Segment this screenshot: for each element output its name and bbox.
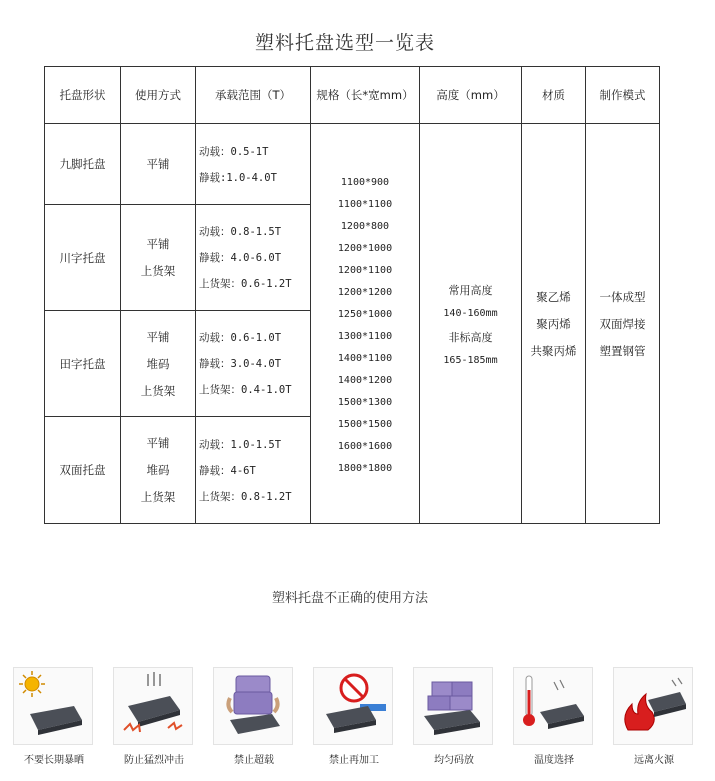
shape-cell: 田字托盘 (45, 311, 121, 417)
shape-cell: 双面托盘 (45, 417, 121, 524)
header-height: 高度（mm） (420, 67, 522, 124)
no-reprocessing-icon (313, 667, 393, 745)
load-cell: 动载：0.8-1.5T 静载：4.0-6.0T 上货架：0.6-1.2T (196, 205, 311, 311)
table-header-row (45, 67, 660, 124)
tip-label: 禁止再加工 (329, 755, 379, 766)
shape-cell: 川字托盘 (45, 205, 121, 311)
page-title: 塑料托盘选型一览表 (254, 32, 435, 54)
usage-cell: 平铺 堆码 上货架 (121, 311, 196, 417)
header-mode: 制作模式 (586, 67, 660, 124)
header-usage: 使用方式 (121, 67, 196, 124)
fire-icon (613, 667, 693, 745)
tip-label: 不要长期暴晒 (24, 755, 84, 766)
load-cell: 动载：1.0-1.5T 静载：4-6T 上货架：0.8-1.2T (196, 417, 311, 524)
usage-cell: 平铺 (121, 124, 196, 205)
shape-cell: 九脚托盘 (45, 124, 121, 205)
size-cell: 1100*900 1100*1100 1200*800 1200*1000 1200*1100 1200*1200 1250*1000 1300*1100 1400*1100 1400*1200 1500*1300 1500*1500 1600*1600 1800*1800 (311, 124, 420, 524)
header-load-range: 承载范围（T） (196, 67, 311, 124)
thermometer-icon (513, 667, 593, 745)
header-size: 规格（长*宽mm） (311, 67, 420, 124)
header-material: 材质 (522, 67, 586, 124)
tip-item (513, 667, 595, 766)
tip-item (213, 667, 295, 766)
usage-cell: 平铺 堆码 上货架 (121, 417, 196, 524)
tip-item (613, 667, 695, 766)
pallet-selection-table (44, 66, 660, 524)
tip-label: 均匀码放 (434, 755, 474, 766)
tip-item (413, 667, 495, 766)
impact-icon (113, 667, 193, 745)
usage-warnings (13, 667, 703, 777)
load-cell: 动载：0.5-1T 静载:1.0-4.0T (196, 124, 311, 205)
load-cell: 动载：0.6-1.0T 静载：3.0-4.0T 上货架：0.4-1.0T (196, 311, 311, 417)
usage-cell: 平铺 上货架 (121, 205, 196, 311)
overload-icon (213, 667, 293, 745)
table-row (45, 124, 660, 205)
height-cell: 常用高度 140-160mm 非标高度 165-185mm (420, 124, 522, 524)
tip-item (313, 667, 395, 766)
tip-label: 防止猛烈冲击 (124, 755, 184, 766)
section-subtitle: 塑料托盘不正确的使用方法 (271, 591, 428, 606)
tip-label: 禁止超载 (234, 755, 274, 766)
material-cell: 聚乙烯 聚丙烯 共聚丙烯 (522, 124, 586, 524)
sun-exposure-icon (13, 667, 93, 745)
tip-item (13, 667, 95, 766)
mode-cell: 一体成型 双面焊接 塑置钢管 (586, 124, 660, 524)
even-stacking-icon (413, 667, 493, 745)
tip-label: 温度选择 (534, 755, 574, 766)
tip-label: 远离火源 (634, 755, 674, 766)
tip-item (113, 667, 195, 766)
header-shape: 托盘形状 (45, 67, 121, 124)
